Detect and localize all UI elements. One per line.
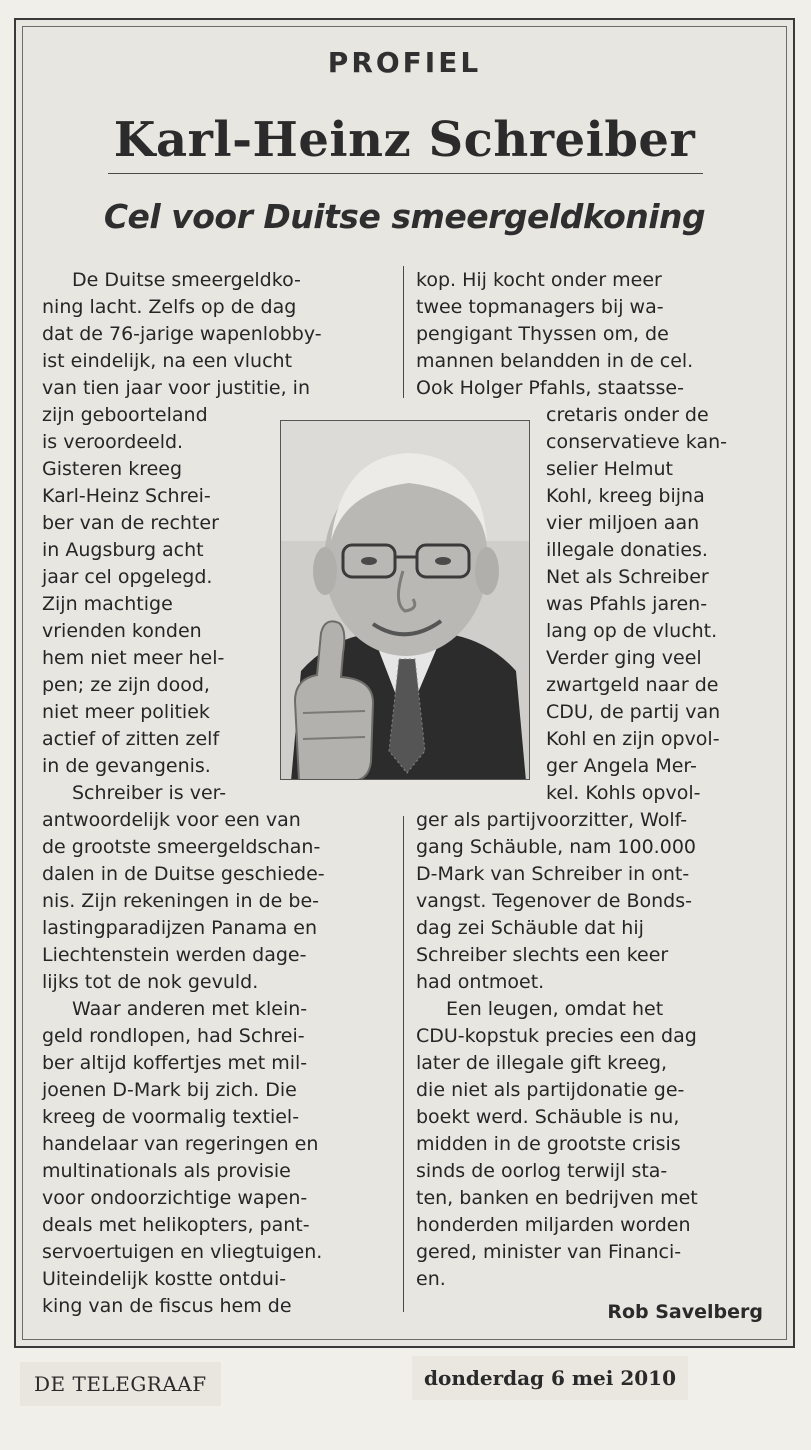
left-column-line: Waar anderen met klein-: [72, 998, 308, 1020]
right-column-line: later de illegale gift kreeg,: [416, 1052, 667, 1074]
right-column-line: Schreiber slechts een keer: [416, 944, 669, 966]
left-column-line: in de gevangenis.: [42, 755, 211, 777]
left-column-line: dat de 76-jarige wapenlobby-: [42, 323, 322, 345]
right-column-line: was Pfahls jaren-: [546, 593, 708, 615]
right-column-line: en.: [416, 1268, 446, 1290]
right-column-line: vier miljoen aan: [546, 512, 700, 534]
left-column-line: niet meer politiek: [42, 701, 210, 723]
right-column-line: lang op de vlucht.: [546, 620, 718, 642]
right-column-line: D-Mark van Schreiber in ont-: [416, 863, 690, 885]
left-column-line: pen; ze zijn dood,: [42, 674, 210, 696]
right-column-line: had ontmoet.: [416, 971, 545, 993]
right-column-line: midden in de grootste crisis: [416, 1133, 681, 1155]
left-column-line: in Augsburg acht: [42, 539, 204, 561]
left-column-line: joenen D-Mark bij zich. Die: [42, 1079, 297, 1101]
portrait-photo: [280, 420, 530, 780]
byline: Rob Savelberg: [607, 1301, 763, 1323]
column-divider-top: [403, 266, 404, 398]
left-column-line: deals met helikopters, pant-: [42, 1214, 310, 1236]
right-column-line: pengigant Thyssen om, de: [416, 323, 669, 345]
left-column-line: vrienden konden: [42, 620, 202, 642]
right-column-line: sinds de oorlog terwijl sta-: [416, 1160, 668, 1182]
newspaper-clipping: [14, 18, 795, 1348]
left-column-line: Schreiber is ver-: [72, 782, 227, 804]
right-column-line: selier Helmut: [546, 458, 673, 480]
left-column-line: Gisteren kreeg: [42, 458, 183, 480]
publication-date: donderdag 6 mei 2010: [412, 1356, 688, 1400]
right-column-line: vangst. Tegenover de Bonds-: [416, 890, 692, 912]
left-column-line: Zijn machtige: [42, 593, 173, 615]
right-column-line: mannen belandden in de cel.: [416, 350, 694, 372]
right-column-line: CDU-kopstuk precies een dag: [416, 1025, 697, 1047]
left-column-line: king van de fiscus hem de: [42, 1295, 292, 1317]
right-column-line: Verder ging veel: [546, 647, 702, 669]
left-column-line: multinationals als provisie: [42, 1160, 291, 1182]
left-column-line: is veroordeeld.: [42, 431, 184, 453]
article-headline: Karl-Heinz Schreiber: [113, 112, 696, 168]
right-column-line: illegale donaties.: [546, 539, 708, 561]
left-column-line: ber altijd koffertjes met mil-: [42, 1052, 308, 1074]
section-kicker: PROFIEL: [327, 46, 482, 79]
right-column-line: Kohl, kreeg bijna: [546, 485, 705, 507]
right-column-line: Kohl en zijn opvol-: [546, 728, 720, 750]
left-column-line: actief of zitten zelf: [42, 728, 220, 750]
right-column-line: zwartgeld naar de: [546, 674, 719, 696]
left-column-line: De Duitse smeergeldko-: [72, 269, 301, 291]
left-column-line: ist eindelijk, na een vlucht: [42, 350, 293, 372]
right-column-line: ger Angela Mer-: [546, 755, 697, 777]
left-column-line: lastingparadijzen Panama en: [42, 917, 318, 939]
headline-rule: [108, 173, 703, 174]
left-column-line: ning lacht. Zelfs op de dag: [42, 296, 297, 318]
right-column-line: die niet als partijdonatie ge-: [416, 1079, 685, 1101]
right-column-line: dag zei Schäuble dat hij: [416, 917, 644, 939]
right-column-line: boekt werd. Schäuble is nu,: [416, 1106, 680, 1128]
left-column-line: zijn geboorteland: [42, 404, 208, 426]
portrait-image: [281, 421, 530, 780]
right-column-line: gang Schäuble, nam 100.000: [416, 836, 696, 858]
right-column-line: CDU, de partij van: [546, 701, 721, 723]
right-column-line: twee topmanagers bij wa-: [416, 296, 664, 318]
left-column-line: kreeg de voormalig textiel-: [42, 1106, 300, 1128]
left-column-line: geld rondlopen, had Schrei-: [42, 1025, 305, 1047]
column-divider-bottom: [403, 816, 404, 1312]
right-column-line: Ook Holger Pfahls, staatsse-: [416, 377, 684, 399]
left-column-line: handelaar van regeringen en: [42, 1133, 319, 1155]
left-column-line: Karl-Heinz Schrei-: [42, 485, 211, 507]
right-column-line: ten, banken en bedrijven met: [416, 1187, 698, 1209]
right-column-line: Een leugen, omdat het: [446, 998, 664, 1020]
right-column-line: conservatieve kan-: [546, 431, 728, 453]
left-column-line: dalen in de Duitse geschiede-: [42, 863, 325, 885]
right-column-line: Net als Schreiber: [546, 566, 709, 588]
left-column-line: antwoordelijk voor een van: [42, 809, 301, 831]
left-column-line: voor ondoorzichtige wapen-: [42, 1187, 308, 1209]
left-column-line: hem niet meer hel-: [42, 647, 225, 669]
article-subheadline: Cel voor Duitse smeergeldkoning: [103, 197, 706, 236]
left-column-line: Liechtenstein werden dage-: [42, 944, 307, 966]
right-column-line: ger als partijvoorzitter, Wolf-: [416, 809, 688, 831]
left-column-line: servoertuigen en vliegtuigen.: [42, 1241, 323, 1263]
left-column-line: jaar cel opgelegd.: [42, 566, 213, 588]
right-column-line: kel. Kohls opvol-: [546, 782, 701, 804]
right-column-line: cretaris onder de: [546, 404, 709, 426]
newspaper-name: DE TELEGRAAF: [20, 1362, 221, 1406]
right-column-line: gered, minister van Financi-: [416, 1241, 682, 1263]
left-column-line: nis. Zijn rekeningen in de be-: [42, 890, 320, 912]
left-column-line: Uiteindelijk kostte ontdui-: [42, 1268, 287, 1290]
right-column-line: honderden miljarden worden: [416, 1214, 691, 1236]
left-column-line: van tien jaar voor justitie, in: [42, 377, 310, 399]
left-column-line: de grootste smeergeldschan-: [42, 836, 321, 858]
left-column-line: lijks tot de nok gevuld.: [42, 971, 259, 993]
right-column-line: kop. Hij kocht onder meer: [416, 269, 662, 291]
left-column-line: ber van de rechter: [42, 512, 219, 534]
